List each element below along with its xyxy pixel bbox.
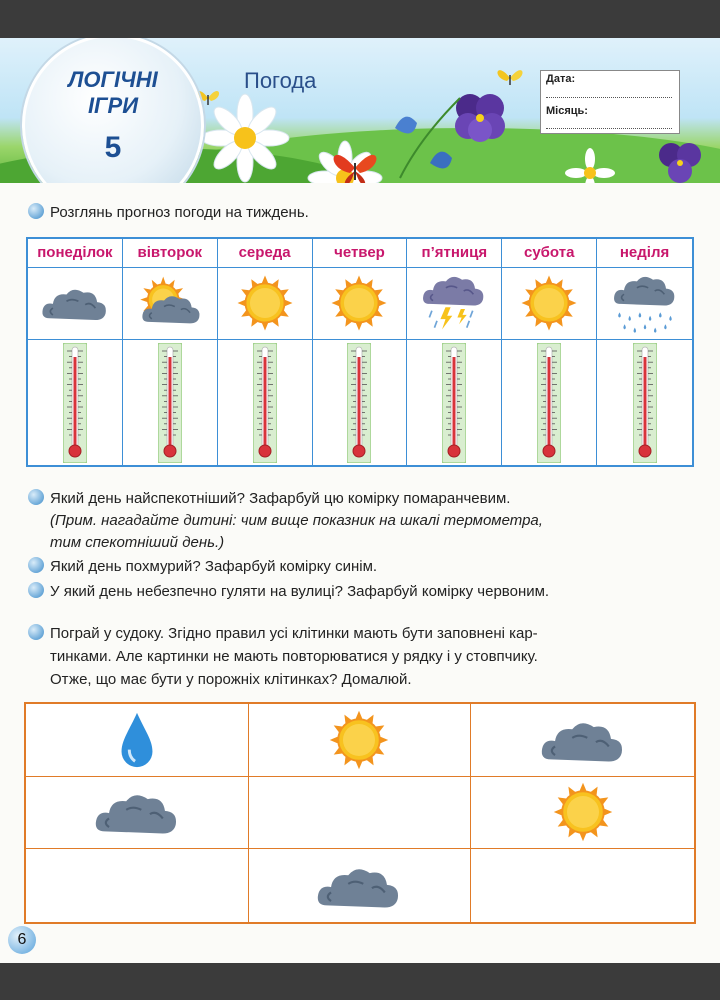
pansy-icon xyxy=(455,94,505,142)
badge-number: 5 xyxy=(104,131,122,164)
cloud-icon xyxy=(540,715,626,765)
sun-icon xyxy=(550,779,616,845)
date-field[interactable] xyxy=(546,97,672,98)
date-label: Дата: xyxy=(546,73,576,85)
date-box xyxy=(540,70,680,134)
thermometer-cell[interactable] xyxy=(597,343,692,463)
question-text: Який день похмурий? Зафарбуй комірку синім. xyxy=(50,558,378,575)
sudoku-text: тинками. Але картинки не мають повторюватися у рядку і у стовпчику. xyxy=(50,648,538,665)
question-text: У який день небезпечно гуляти на вулиці? Зафарбуй комірку червоним. xyxy=(50,583,550,600)
weather-cell[interactable] xyxy=(123,269,217,340)
sudoku-cell[interactable] xyxy=(249,777,472,850)
bullet-icon xyxy=(28,557,44,573)
thermometer-cell[interactable] xyxy=(407,343,501,463)
question-note: (Прим. нагадайте дитині: чим вище показник на шкалі термометра, xyxy=(50,512,543,529)
sudoku-cell[interactable] xyxy=(471,704,694,777)
question-note: тим спекотніший день.) xyxy=(50,534,225,551)
sudoku-text: Пограй у судоку. Згідно правил усі клітинки мають бути заповнені кар- xyxy=(50,625,538,642)
forecast-day-column[interactable] xyxy=(407,239,502,465)
task-instruction xyxy=(28,202,309,224)
cloud-icon xyxy=(316,861,402,911)
thermometer-icon xyxy=(158,343,182,463)
badge-title xyxy=(25,67,201,119)
forecast-day-column[interactable] xyxy=(28,239,123,465)
question-dangerous-day xyxy=(28,581,549,603)
weather-cell[interactable] xyxy=(502,269,596,340)
weather-cell[interactable] xyxy=(28,269,122,340)
forecast-day-column[interactable] xyxy=(502,239,597,465)
thermometer-icon xyxy=(633,343,657,463)
sudoku-cell[interactable] xyxy=(471,777,694,850)
sudoku-grid xyxy=(24,702,696,924)
thermometer-cell[interactable] xyxy=(313,343,407,463)
forecast-day-column[interactable] xyxy=(597,239,692,465)
forecast-day-column[interactable] xyxy=(218,239,313,465)
cloud-icon xyxy=(41,272,109,334)
month-label: Місяць: xyxy=(546,105,588,117)
weekly-forecast-table xyxy=(26,237,694,467)
sudoku-text: Отже, що має бути у порожніх клітинках? Домалюй. xyxy=(50,671,412,688)
bullet-icon xyxy=(28,624,44,640)
badge-title-line2: ІГРИ xyxy=(87,93,139,118)
rain-cloud-icon xyxy=(611,272,679,334)
day-name[interactable]: вівторок xyxy=(123,239,217,268)
thermometer-icon xyxy=(347,343,371,463)
question-cloudy-day xyxy=(28,556,377,578)
day-name[interactable]: субота xyxy=(502,239,596,268)
sudoku-instruction xyxy=(28,622,688,691)
weather-cell[interactable] xyxy=(597,269,692,340)
page-number: 6 xyxy=(8,926,36,954)
sun-behind-cloud-icon xyxy=(136,272,204,334)
sudoku-cell[interactable] xyxy=(471,849,694,922)
thermometer-icon xyxy=(63,343,87,463)
sudoku-cell[interactable] xyxy=(249,704,472,777)
bullet-icon xyxy=(28,203,44,219)
sun-icon xyxy=(515,272,583,334)
thermometer-cell[interactable] xyxy=(28,343,122,463)
weather-cell[interactable] xyxy=(218,269,312,340)
thermometer-cell[interactable] xyxy=(218,343,312,463)
task-text: Розглянь прогноз погоди на тиждень. xyxy=(50,204,309,221)
sudoku-cell[interactable] xyxy=(26,777,249,850)
header-banner xyxy=(0,38,720,183)
day-name[interactable]: понеділок xyxy=(28,239,122,268)
sudoku-cell[interactable] xyxy=(26,704,249,777)
sun-icon xyxy=(325,272,393,334)
day-name[interactable]: п’ятниця xyxy=(407,239,501,268)
drop-icon xyxy=(117,711,157,769)
butterfly-icon xyxy=(497,70,522,85)
thermometer-icon xyxy=(442,343,466,463)
bullet-icon xyxy=(28,489,44,505)
page-title: Погода xyxy=(244,68,317,93)
sudoku-cell[interactable] xyxy=(26,849,249,922)
weather-cell[interactable] xyxy=(407,269,501,340)
day-name[interactable]: неділя xyxy=(597,239,692,268)
thunderstorm-icon xyxy=(420,272,488,334)
sun-icon xyxy=(326,707,392,773)
sudoku-cell[interactable] xyxy=(249,849,472,922)
thermometer-icon xyxy=(253,343,277,463)
workbook-page xyxy=(0,38,720,963)
cloud-icon xyxy=(94,787,180,837)
sun-icon xyxy=(231,272,299,334)
logic-games-badge xyxy=(22,38,204,183)
day-name[interactable]: четвер xyxy=(313,239,407,268)
forecast-day-column[interactable] xyxy=(313,239,408,465)
forecast-day-column[interactable] xyxy=(123,239,218,465)
badge-title-line1: ЛОГІЧНІ xyxy=(68,67,158,92)
bullet-icon xyxy=(28,582,44,598)
question-hottest-day xyxy=(28,488,688,554)
thermometer-cell[interactable] xyxy=(502,343,596,463)
day-name[interactable]: середа xyxy=(218,239,312,268)
month-field[interactable] xyxy=(546,128,672,129)
weather-cell[interactable] xyxy=(313,269,407,340)
question-text: Який день найспекотніший? Зафарбуй цю комірку помаранчевим. xyxy=(50,490,511,507)
thermometer-cell[interactable] xyxy=(123,343,217,463)
thermometer-icon xyxy=(537,343,561,463)
